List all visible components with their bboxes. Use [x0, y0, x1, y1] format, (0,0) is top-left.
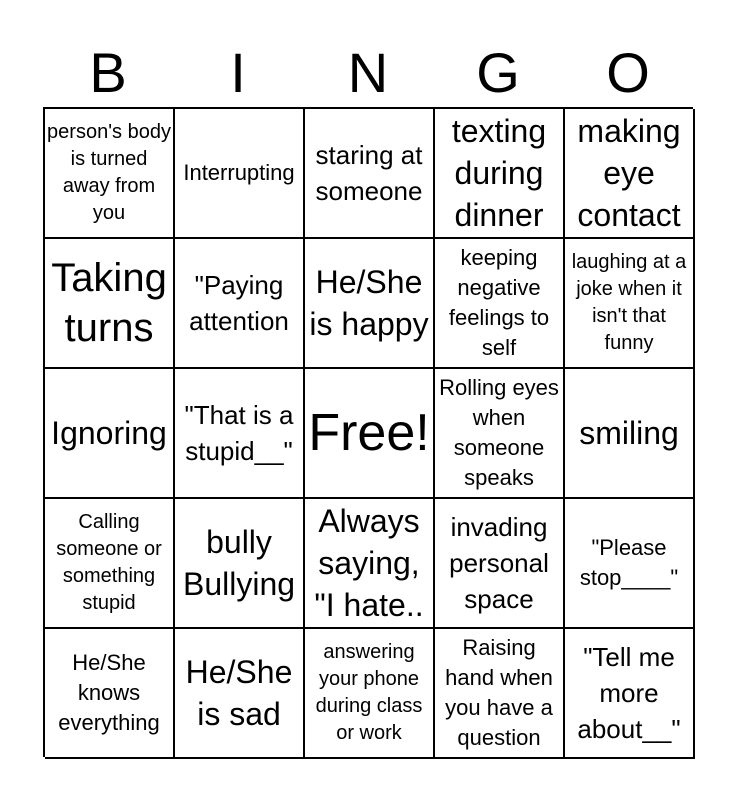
cell-text: invading personal space [449, 512, 549, 614]
cell-text: laughing at a joke when it isn't that funny [571, 251, 687, 354]
bingo-cell[interactable] [305, 499, 435, 629]
header-letter-o: O [606, 41, 650, 104]
cell-text: Calling someone or something stupid [56, 511, 162, 614]
bingo-cell[interactable] [45, 369, 175, 499]
bingo-grid [43, 107, 693, 757]
bingo-cell[interactable] [435, 629, 565, 759]
cell-text: texting during dinner [451, 113, 547, 233]
cell-text: keeping negative feelings to self [448, 245, 550, 360]
bingo-cell[interactable] [435, 109, 565, 239]
bingo-cell[interactable] [175, 629, 305, 759]
cell-text: Ignoring [51, 415, 167, 451]
cell-text: He/She is happy [309, 264, 429, 342]
cell-text: Rolling eyes when someone speaks [439, 375, 559, 490]
cell-text: Raising hand when you have a question [445, 635, 553, 750]
bingo-cell[interactable] [565, 499, 695, 629]
cell-text: Taking turns [51, 256, 167, 350]
bingo-header [43, 40, 693, 106]
bingo-cell[interactable] [435, 239, 565, 369]
bingo-cell[interactable] [175, 109, 305, 239]
cell-text: "Please stop____" [579, 535, 679, 590]
bingo-cell[interactable] [565, 239, 695, 369]
bingo-cell[interactable] [435, 369, 565, 499]
bingo-cell[interactable] [565, 369, 695, 499]
cell-text: Interrupting [183, 160, 295, 185]
bingo-cell[interactable] [305, 109, 435, 239]
cell-text: He/She knows everything [58, 650, 160, 735]
free-space-text: Free! [308, 404, 430, 462]
bingo-cell[interactable] [175, 369, 305, 499]
cell-text: answering your phone during class or work [315, 641, 423, 744]
header-letter-i: I [230, 41, 246, 104]
cell-text: making eye contact [577, 113, 681, 233]
header-letter-g: G [476, 41, 520, 104]
cell-text: "Tell me more about__" [577, 642, 681, 744]
cell-text: bully Bullying [182, 524, 296, 602]
bingo-cell[interactable] [435, 499, 565, 629]
bingo-cell[interactable] [305, 629, 435, 759]
cell-text: He/She is sad [185, 654, 293, 732]
bingo-cell[interactable] [175, 239, 305, 369]
bingo-cell[interactable] [45, 629, 175, 759]
bingo-cell[interactable] [45, 109, 175, 239]
cell-text: staring at someone [315, 140, 423, 206]
bingo-cell[interactable] [565, 109, 695, 239]
header-letter-n: N [347, 41, 389, 104]
bingo-cell[interactable] [565, 629, 695, 759]
cell-text: "That is a stupid__" [184, 400, 294, 466]
bingo-cell[interactable] [305, 239, 435, 369]
free-space-cell[interactable] [305, 369, 435, 499]
bingo-cell[interactable] [175, 499, 305, 629]
bingo-cell[interactable] [45, 499, 175, 629]
header-letter-b: B [89, 41, 127, 104]
cell-text: smiling [579, 415, 679, 451]
cell-text: person's body is turned away from you [47, 121, 171, 224]
bingo-cell[interactable] [45, 239, 175, 369]
cell-text: Always saying, "I hate.. [314, 503, 424, 623]
cell-text: "Paying attention [189, 270, 289, 336]
